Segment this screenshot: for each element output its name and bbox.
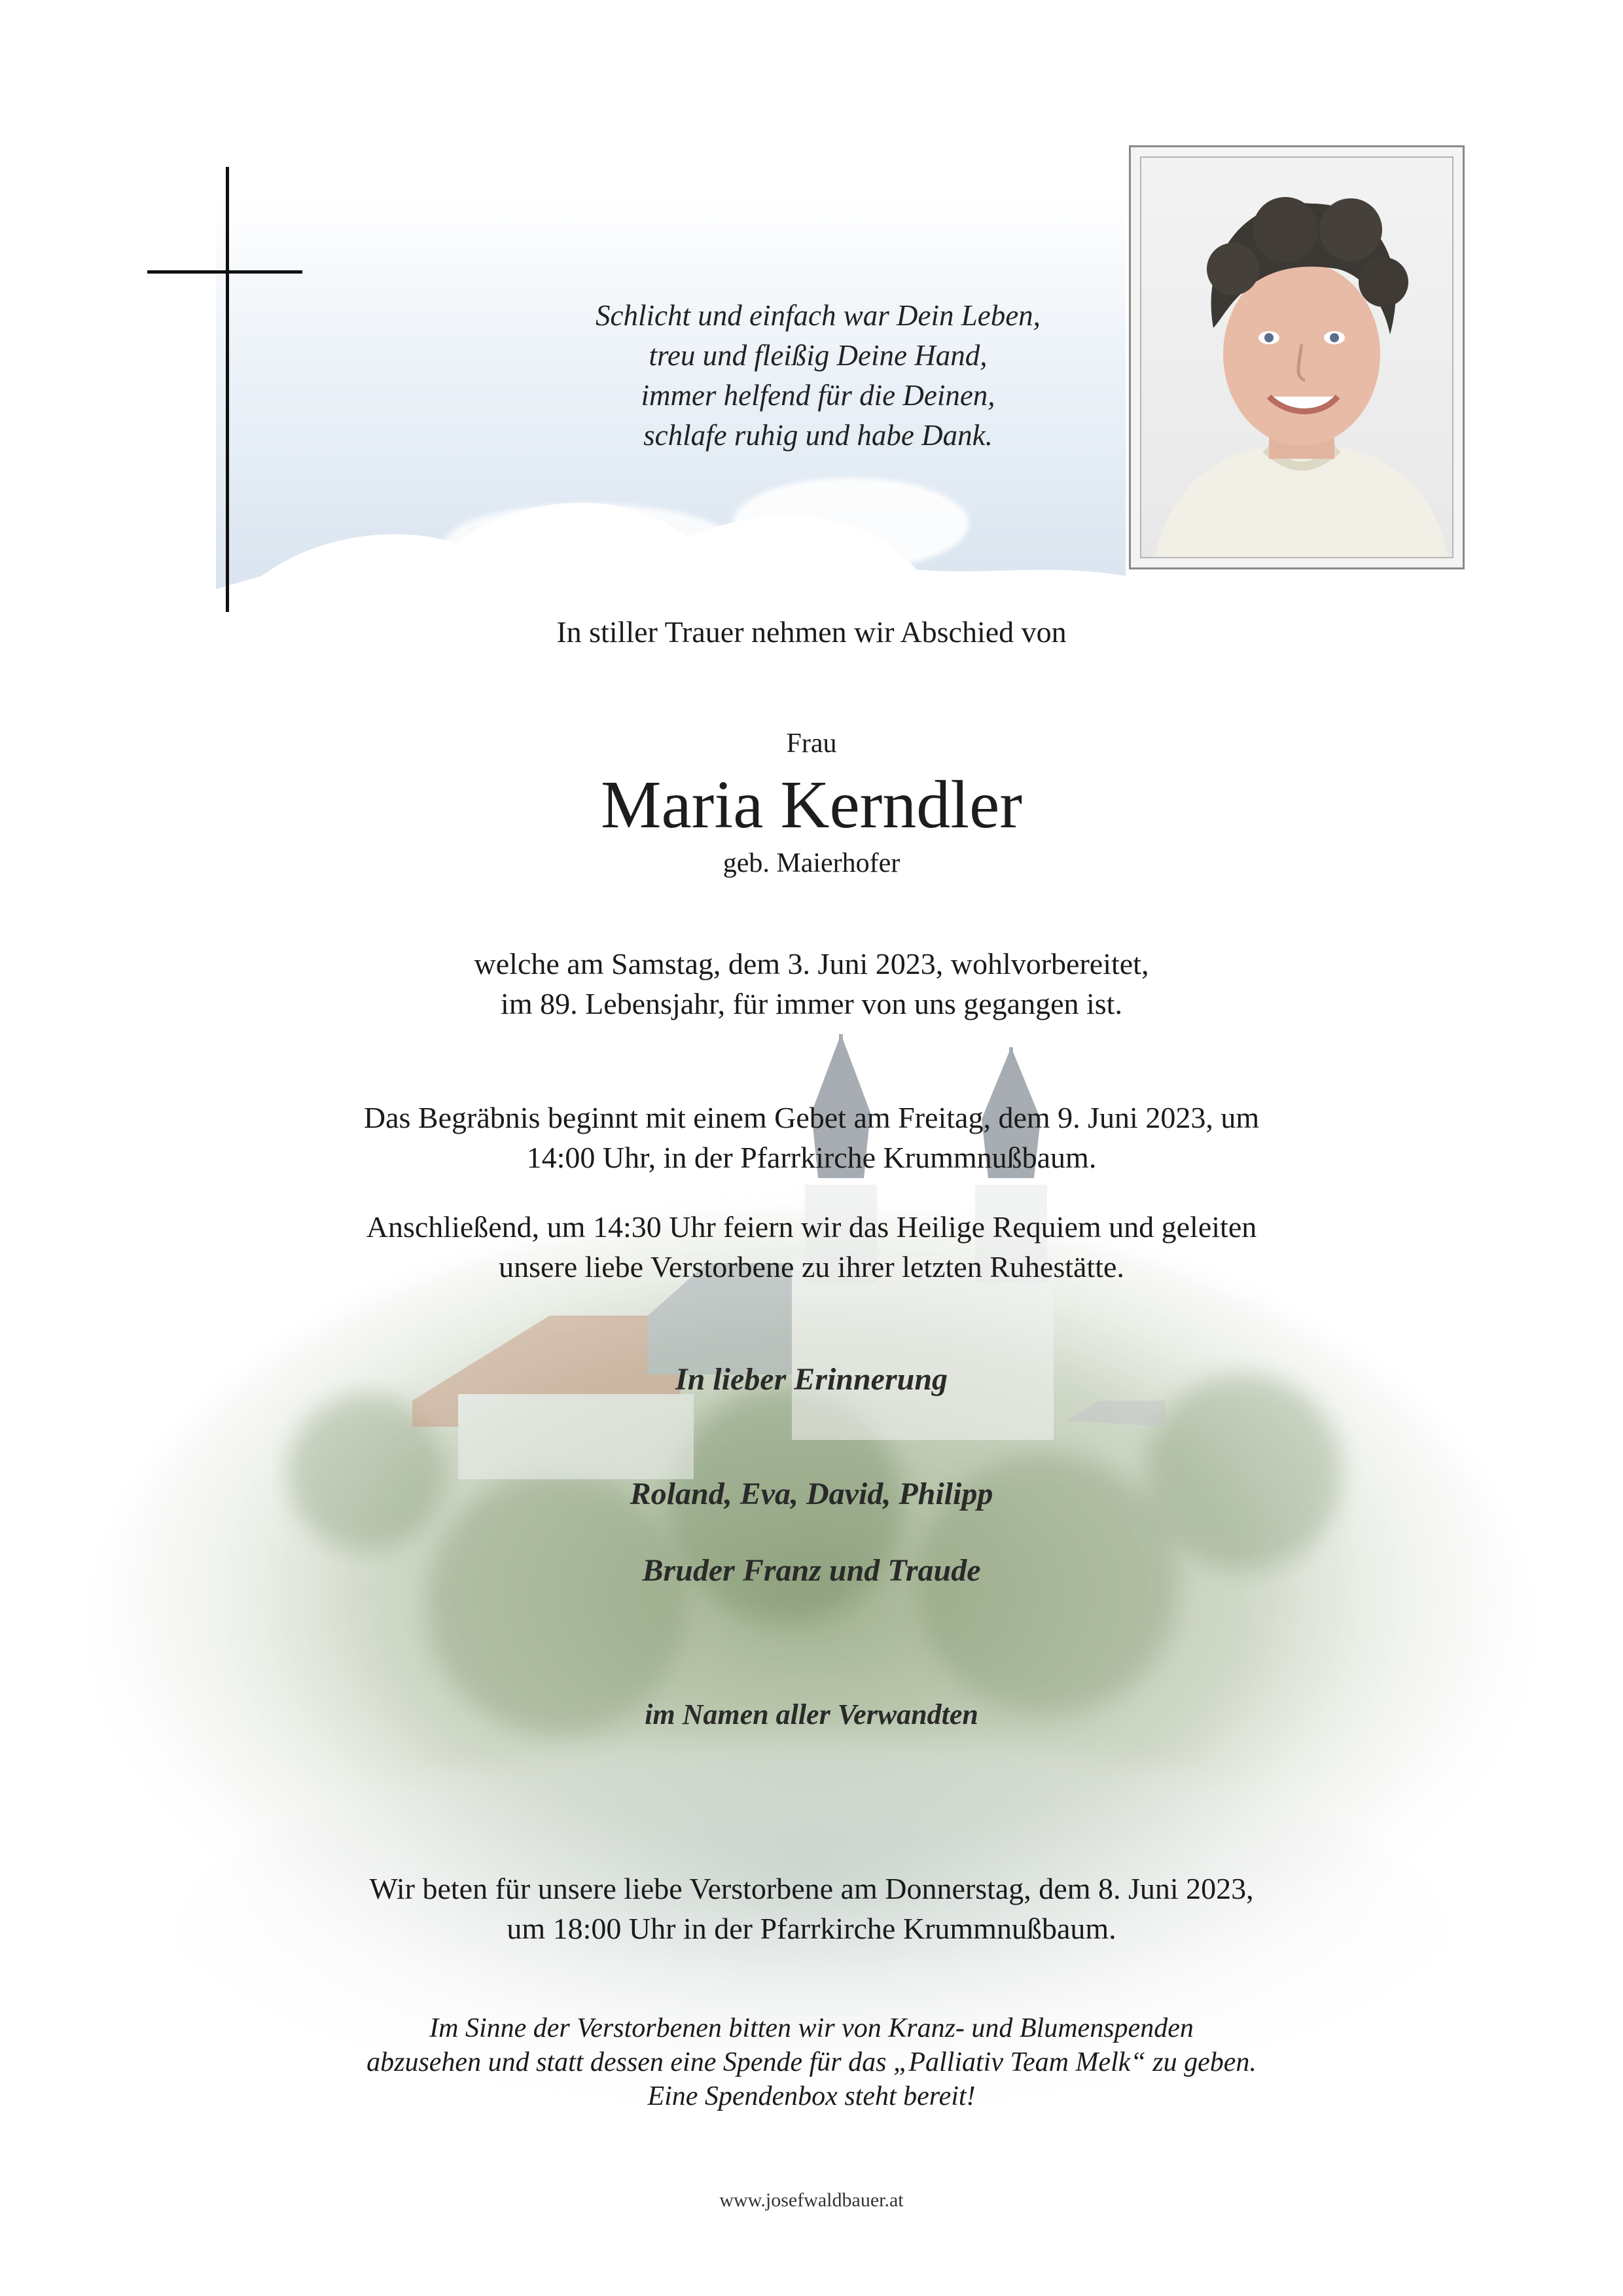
intro-text: In stiller Trauer nehmen wir Abschied von [556,615,1067,649]
donation-line: Eine Spendenbox steht bereit! [647,2081,976,2111]
donation-line: Im Sinne der Verstorbenen bitten wir von Kranz- und Blumenspenden [429,2013,1194,2043]
poem [0,296,1623,456]
requiem-notice [0,1207,1623,1287]
death-notice-line: welche am Samstag, dem 3. Juni 2023, wohlvorbereitet, [474,947,1149,980]
poem-line: immer helfend für die Deinen, [641,379,995,412]
requiem-line: unsere liebe Verstorbene zu ihrer letzten Ruhestätte. [499,1250,1124,1283]
death-notice [0,944,1623,1024]
mourners-family: Roland, Eva, David, Philipp [630,1477,993,1511]
funeral-notice [0,1098,1623,1177]
deceased-name: Maria Kerndler [601,767,1022,842]
memory-heading: In lieber Erinnerung [675,1362,948,1397]
requiem-line: Anschließend, um 14:30 Uhr feiern wir das Heilige Requiem und geleiten [366,1210,1257,1244]
poem-line: treu und fleißig Deine Hand, [649,339,988,372]
prayer-line: Wir beten für unsere liebe Verstorbene am Donnerstag, dem 8. Juni 2023, [369,1872,1254,1905]
prayer-notice [0,1869,1623,1948]
death-notice-line: im 89. Lebensjahr, für immer von uns gegangen ist. [501,987,1122,1020]
donation-notice [0,2011,1623,2113]
website-link[interactable]: www.josefwaldbauer.at [719,2189,904,2211]
donation-line: abzusehen und statt dessen eine Spende für das „Palliativ Team Melk“ zu geben. [366,2047,1257,2077]
mourners-brother: Bruder Franz und Traude [642,1553,981,1588]
birth-name: geb. Maierhofer [722,848,901,878]
poem-line: Schlicht und einfach war Dein Leben, [596,299,1041,332]
funeral-line: 14:00 Uhr, in der Pfarrkirche Krummnußbaum. [526,1141,1097,1174]
funeral-line: Das Begräbnis beginnt mit einem Gebet am Freitag, dem 9. Juni 2023, um [363,1101,1260,1134]
mourners-relatives: im Namen aller Verwandten [645,1698,978,1731]
poem-line: schlafe ruhig und habe Dank. [643,419,993,452]
prayer-line: um 18:00 Uhr in der Pfarrkirche Krummnußbaum. [507,1912,1116,1945]
salutation: Frau [786,728,837,759]
